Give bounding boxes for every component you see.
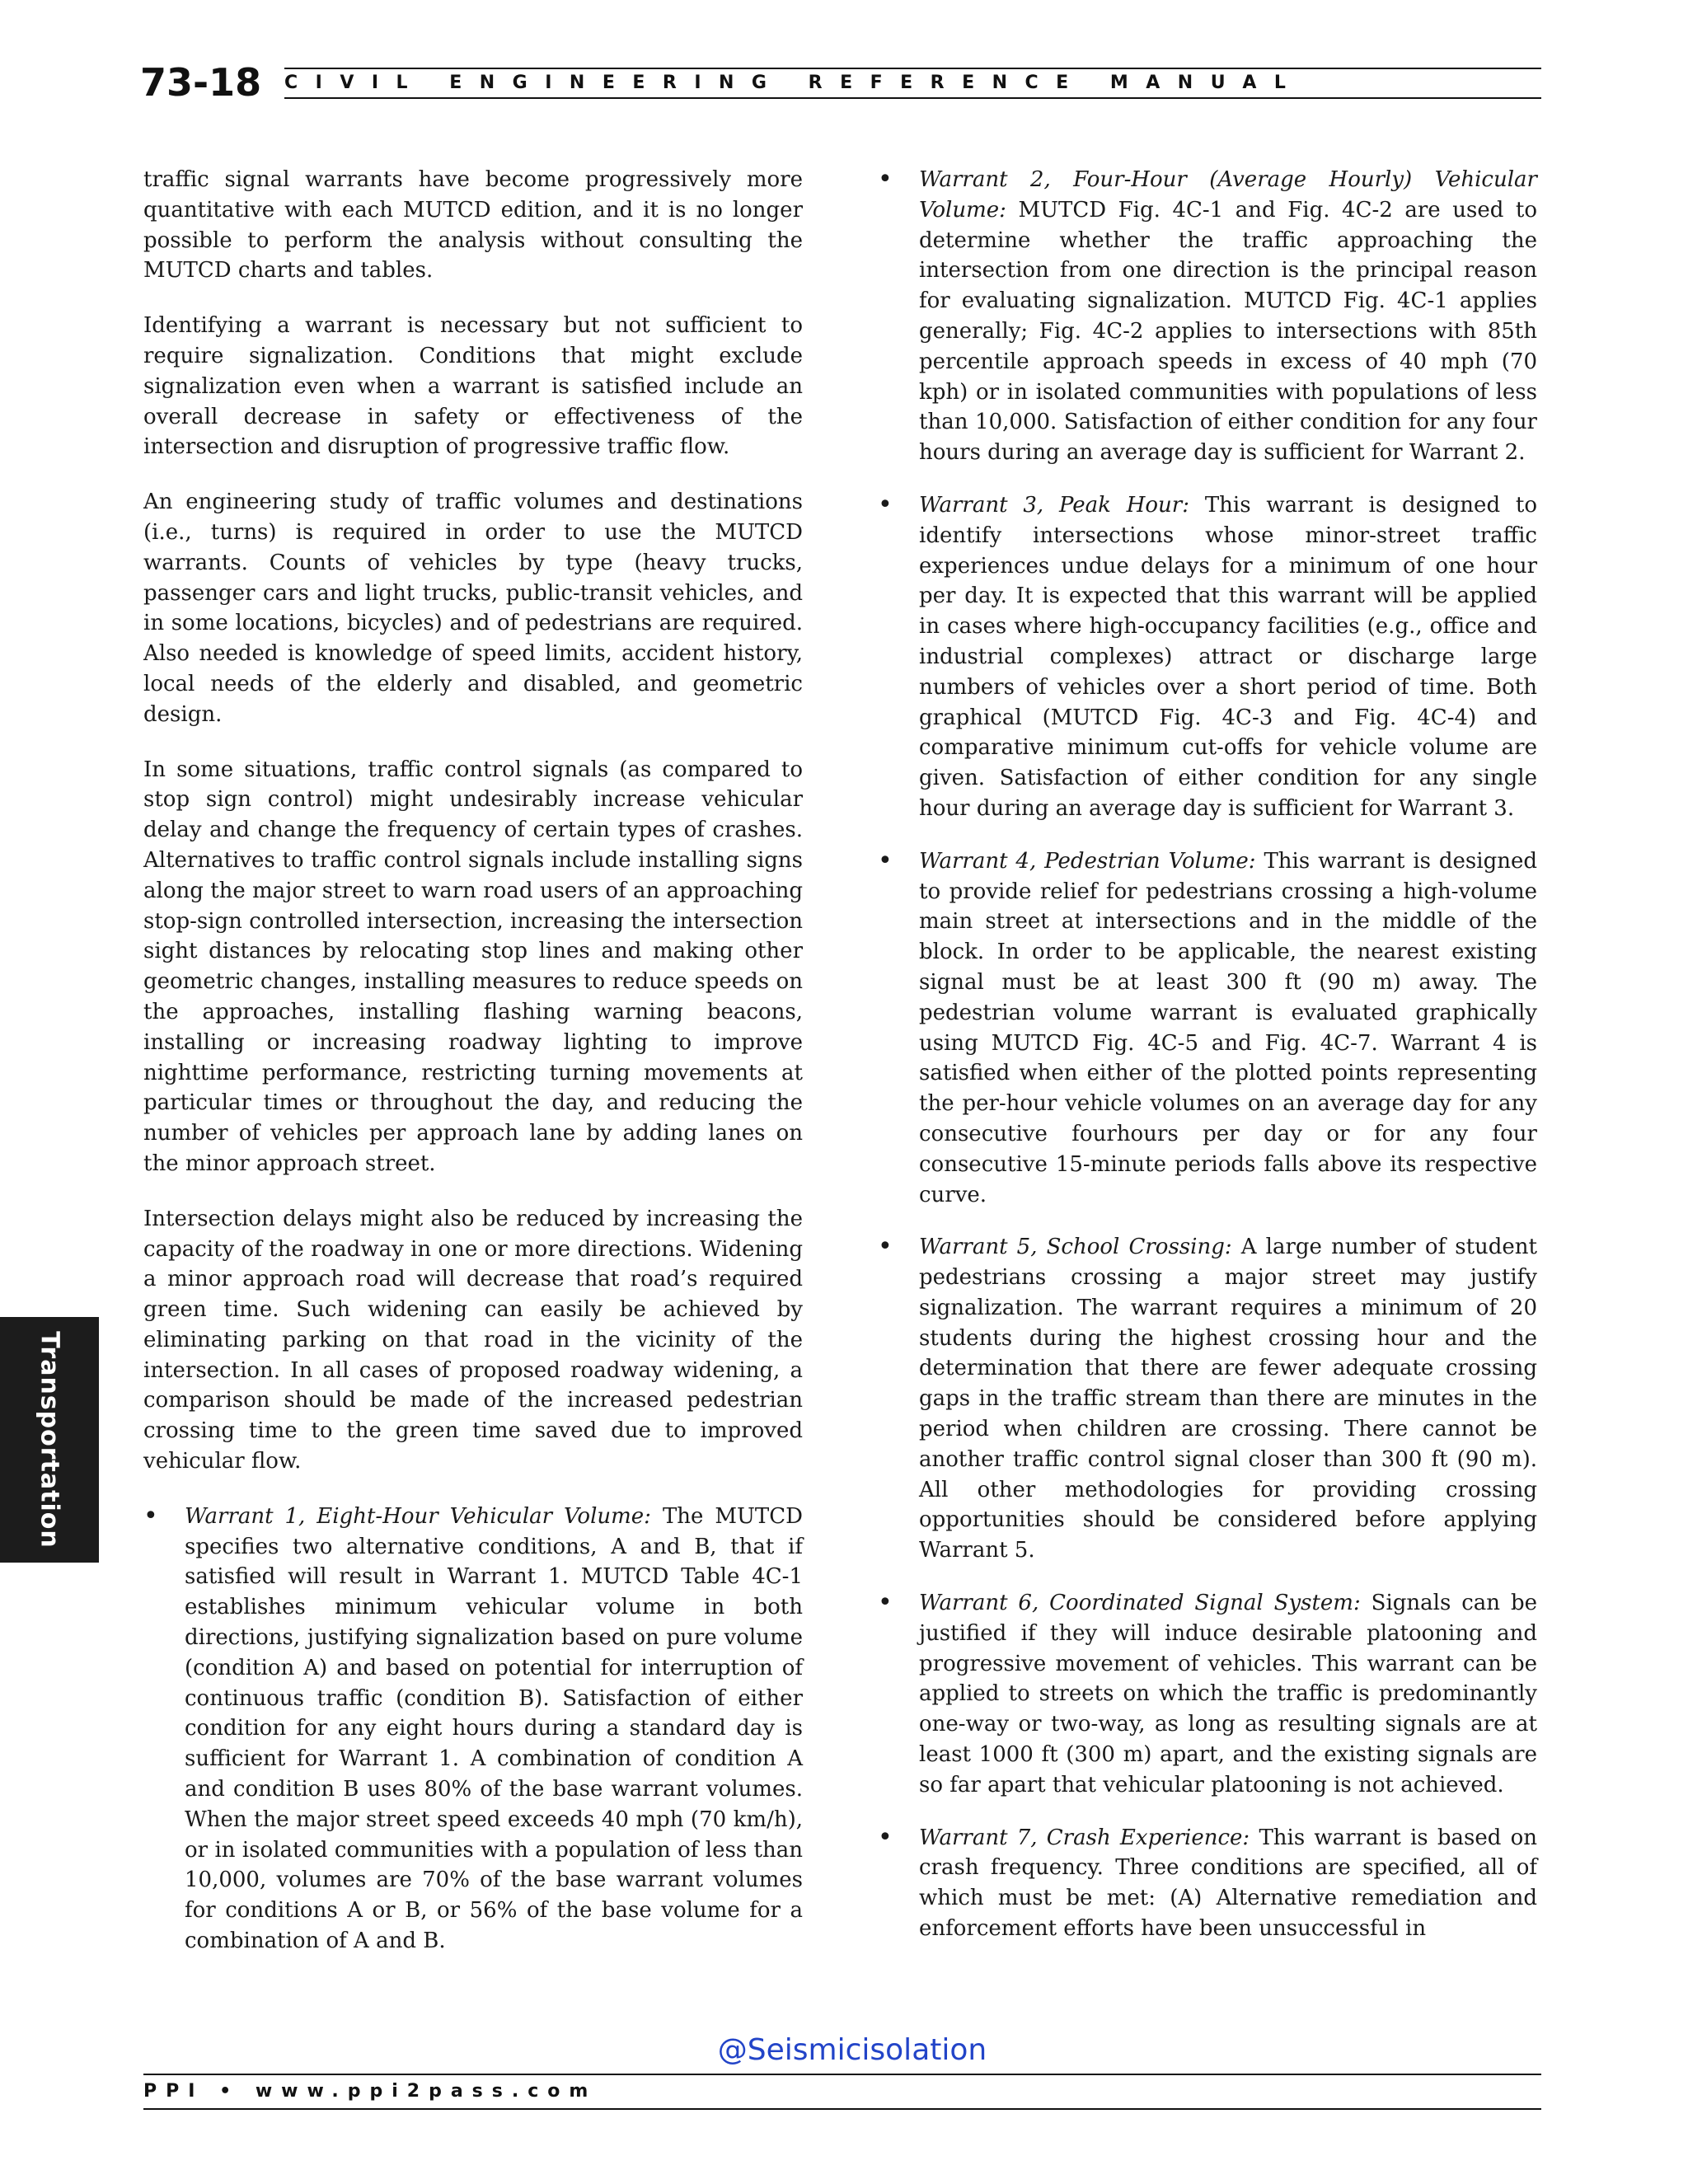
page-number: 73-18 [140,60,262,105]
footer-rule [143,2074,1541,2075]
warrant-item [878,846,1537,1211]
warrant-body: The MUTCD specifies two alternative conditions, A and B, that if satisfied will result in Warrant 1. MUTCD Table 4C-1 establishes minimum vehicular volume in both directions, justifying signalization based on pure volume (condition A) and based on potential for interruption of continuous traffic (condition B). Satisfaction of either condition for any eight hours during a standard day is sufficient for Warrant 1. A combination of condition A and condition B uses 80% of the base warrant volumes. When the major street speed exceeds 40 mph (70 km/h), or in isolated communities with a population of less than 10,000, volumes are 70% of the base warrant volumes for conditions A or B, or 56% of the base volume for a combination of A and B. [185,1503,804,1954]
warrant-item [878,490,1537,824]
warrant-list [878,165,1537,1944]
running-head: CIVIL ENGINEERING REFERENCE MANUAL [284,73,1304,93]
left-column [143,165,803,1979]
bullet-icon: • [878,165,893,194]
warrant-item [878,1588,1537,1801]
right-column [878,165,1537,1966]
warrant-title: Warrant 5, School Crossing: [919,1235,1232,1260]
bullet-icon: • [878,1232,893,1262]
body-paragraph: Identifying a warrant is necessary but not sufficient to require signalization. Conditions that might exclude signalization even when a warrant is satisfied include an overall decrease in safety or effectiveness of the intersection and disruption of progressive traffic flow. [143,313,803,460]
warrant-title: Warrant 1, Eight-Hour Vehicular Volume: [185,1503,651,1529]
warrant-list [143,1502,803,1957]
warrant-title: Warrant 7, Crash Experience: [919,1825,1250,1850]
warrant-body: This warrant is based on crash frequency. Three conditions are specified, all of which must be met: (A) Alternative remediation and enforcement efforts have been unsuccessful in [919,1825,1537,1942]
bullet-icon: • [878,1822,893,1852]
body-paragraph: An engineering study of traffic volumes and destinations (i.e., turns) is required in order to use the MUTCD warrants. Counts of vehicles by type (heavy trucks, passenger cars and light trucks, public-transit vehicles, and in some locations, bicycles) and of pedestrians are required. Also needed is knowledge of speed limits, accident history, local needs of the elderly and disabled, and geometric design. [143,490,803,727]
footer-text: PPI • www.ppi2pass.com [143,2081,598,2102]
warrant-item [143,1502,803,1957]
body-paragraph: traffic signal warrants have become progressively more quantitative with each MUTCD edition, and it is no longer possible to perform the analysis without consulting the MUTCD charts and tables. [143,167,803,284]
warrant-title: Warrant 3, Peak Hour: [919,492,1189,518]
bullet-icon: • [143,1501,158,1530]
warrant-title: Warrant 2, Four-Hour (Average Hourly) Vehicular Volume: [919,167,1537,223]
warrant-body: A large number of student pedestrians crossing a major street may justify signalization. The warrant requires a minimum of 20 students during the highest crossing hour and the determination that there are fewer adequate crossing gaps in the traffic stream than there are minutes in the period when children are crossing. There cannot be another traffic control signal closer than 300 ft (90 m). All other methodologies for providing crossing opportunities should be considered before applying Warrant 5. [919,1235,1537,1563]
section-tab [0,1317,99,1563]
warrant-item [878,1823,1537,1944]
bullet-icon: • [878,846,893,875]
bullet-icon: • [878,490,893,519]
footer-rule-bottom [143,2108,1541,2110]
watermark: @Seismicisolation [717,2033,987,2067]
warrant-title: Warrant 6, Coordinated Signal System: [919,1591,1361,1616]
warrant-item [878,1232,1537,1566]
header-rule-top [284,68,1541,69]
bullet-icon: • [878,1588,893,1618]
warrant-body: MUTCD Fig. 4C-1 and Fig. 4C-2 are used to determine whether the traffic approaching the intersection from one direction is the principal reason for evaluating signalization. MUTCD Fig. 4C-1 applies generally; Fig. 4C-2 applies to intersections with 85th percentile approach speeds in excess of 40 mph (70 kph) or in isolated communities with populations of less than 10,000. Satisfaction of either condition for any four hours during an average day is sufficient for Warrant 2. [919,197,1537,466]
body-paragraph: Intersection delays might also be reduced by increasing the capacity of the roadway in one or more directions. Widening a minor approach road will decrease that road’s required green time. Such widening can easily be achieved by eliminating parking on that road in the vicinity of the intersection. In all cases of proposed roadway widening, a comparison should be made of the increased pedestrian crossing time to the green time saved due to improved vehicular flow. [143,1206,803,1474]
warrant-body: This warrant is designed to identify intersections whose minor-street traffic experiences undue delays for a minimum of one hour per day. It is expected that this warrant will be applied in cases where high-occupancy facilities (e.g., office and industrial complexes) attract or discharge large numbers of vehicles over a short period of time. Both graphical (MUTCD Fig. 4C-3 and Fig. 4C-4) and comparative minimum cut-offs for vehicle volume are given. Satisfaction of either condition for any single hour during an average day is sufficient for Warrant 3. [919,492,1538,821]
section-tab-label: Transportation [35,1331,64,1549]
header-rule-bottom [284,97,1541,99]
warrant-title: Warrant 4, Pedestrian Volume: [919,848,1256,874]
warrant-item [878,165,1537,468]
warrant-body: This warrant is designed to provide relief for pedestrians crossing a high-volume main street at intersections and in the middle of the block. In order to be applicable, the nearest existing signal must be at least 300 ft (90 m) away. The pedestrian volume warrant is evaluated graphically using MUTCD Fig. 4C-5 and Fig. 4C-7. Warrant 4 is satisfied when either of the plotted points representing the per-hour vehicle volumes on an average day for any consecutive fourhours per day or for any four consecutive 15-minute periods falls above its respective curve. [919,848,1538,1207]
warrant-body: Signals can be justified if they will induce desirable platooning and progressive movement of vehicles. This warrant can be applied to streets on which the traffic is predominantly one-way or two-way, as long as resulting signals are at least 1000 ft (300 m) apart, and the existing signals are so far apart that vehicular platooning is not achieved. [919,1591,1538,1797]
body-paragraph: In some situations, traffic control signals (as compared to stop sign control) might undesirably increase vehicular delay and change the frequency of certain types of crashes. Alternatives to traffic control signals include installing signs along the major street to warn road users of an approaching stop-sign controlled intersection, increasing the intersection sight distances by relocating stop lines and making other geometric changes, installing measures to reduce speeds on the approaches, installing flashing warning beacons, installing or increasing roadway lighting to improve nighttime performance, restricting turning movements at particular times or throughout the day, and reducing the number of vehicles per approach lane by adding lanes on the minor approach street. [143,757,803,1176]
